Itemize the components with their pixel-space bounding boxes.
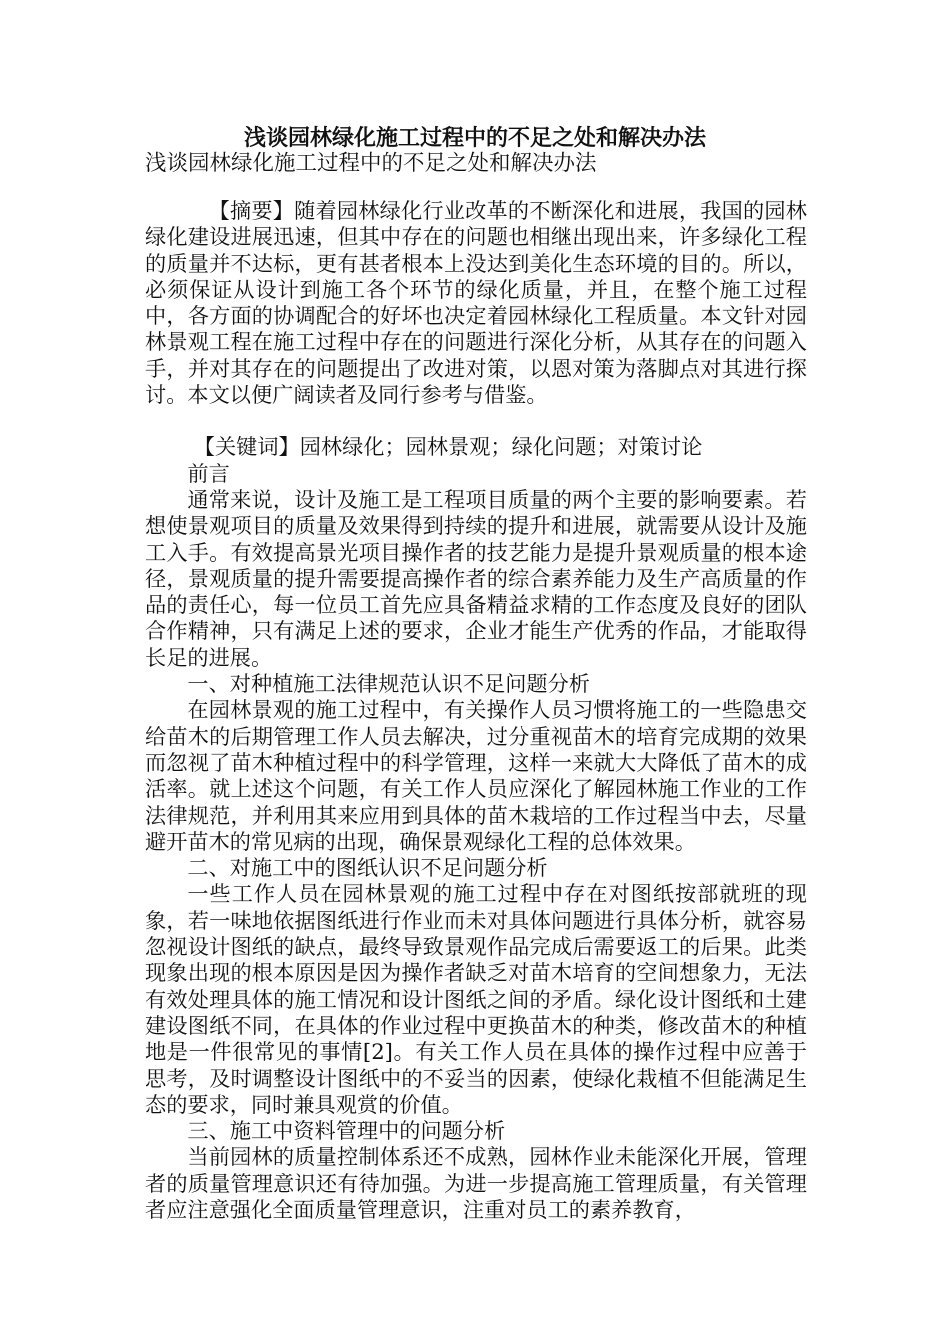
abstract-paragraph: 【摘要】随着园林绿化行业改革的不断深化和进展，我国的园林绿化建设进展迅速，但其中存在的问题也相继出现出来，许多绿化工程的质量并不达标，更有甚者根本上没达到美化生态环境的目的。所以，必须保证从设计到施工各个环节的绿化质量，并且，在整个施工过程中，各方面的协调配合的好坏也决定着园林绿化工程质量。本文针对园林景观工程在施工过程中存在的问题进行深化分析，从其存在的问题入手，并对其存在的问题提出了改进对策，以恩对策为落脚点对其进行探讨。本文以便广阔读者及同行参考与借鉴。 (145, 198, 807, 408)
section2-paragraph: 一些工作人员在园林景观的施工过程中存在对图纸按部就班的现象，若一味地依据图纸进行作业而未对具体问题进行具体分析，就容易忽视设计图纸的缺点，最终导致景观作品完成后需要返工的后果。此类现象出现的根本原因是因为操作者缺乏对苗木培育的空间想象力，无法有效处理具体的施工情况和设计图纸之间的矛盾。绿化设计图纸和土建建设图纸不同，在具体的作业过程中更换苗木的种类，修改苗木的种植地是一件很常见的事情[2]。有关工作人员在具体的操作过程中应善于思考，及时调整设计图纸中的不妥当的因素，使绿化栽植不但能满足生态的要求，同时兼具观赏的价值。 (145, 881, 807, 1117)
section3-heading: 三、施工中资料管理中的问题分析 (187, 1118, 506, 1144)
document-body (145, 198, 807, 1223)
document-subtitle: 浅谈园林绿化施工过程中的不足之处和解决办法 (145, 151, 597, 176)
keywords-line: 【关键词】园林绿化；园林景观；绿化问题；对策讨论 (193, 434, 703, 460)
section1-heading: 一、对种植施工法律规范认识不足问题分析 (187, 671, 590, 697)
section2-heading: 二、对施工中的图纸认识不足问题分析 (187, 855, 548, 881)
section1-paragraph: 在园林景观的施工过程中，有关操作人员习惯将施工的一些隐患交给苗木的后期管理工作人员去解决，过分重视苗木的培育完成期的效果而忽视了苗木种植过程中的科学管理，这样一来就大大降低了苗木的成活率。就上述这个问题，有关工作人员应深化了解园林施工作业的工作法律规范，并利用其来应用到具体的苗木栽培的工作过程当中去，尽量避开苗木的常见病的出现，确保景观绿化工程的总体效果。 (145, 697, 807, 854)
preface-paragraph: 通常来说，设计及施工是工程项目质量的两个主要的影响要素。若想使景观项目的质量及效果得到持续的提升和进展，就需要从设计及施工入手。有效提高景光项目操作者的技艺能力是提升景观质量的根本途径，景观质量的提升需要提高操作者的综合素养能力及生产高质量的作品的责任心，每一位员工首先应具备精益求精的工作态度及良好的团队合作精神，只有满足上述的要求，企业才能生产优秀的作品，才能取得长足的进展。 (145, 486, 807, 670)
preface-heading: 前言 (187, 460, 230, 486)
document-title: 浅谈园林绿化施工过程中的不足之处和解决办法 (243, 125, 706, 151)
section3-paragraph: 当前园林的质量控制体系还不成熟，园林作业未能深化开展，管理者的质量管理意识还有待加强。为进一步提高施工管理质量，有关管理者应注意强化全面质量管理意识，注重对员工的素养教育， (145, 1144, 807, 1222)
